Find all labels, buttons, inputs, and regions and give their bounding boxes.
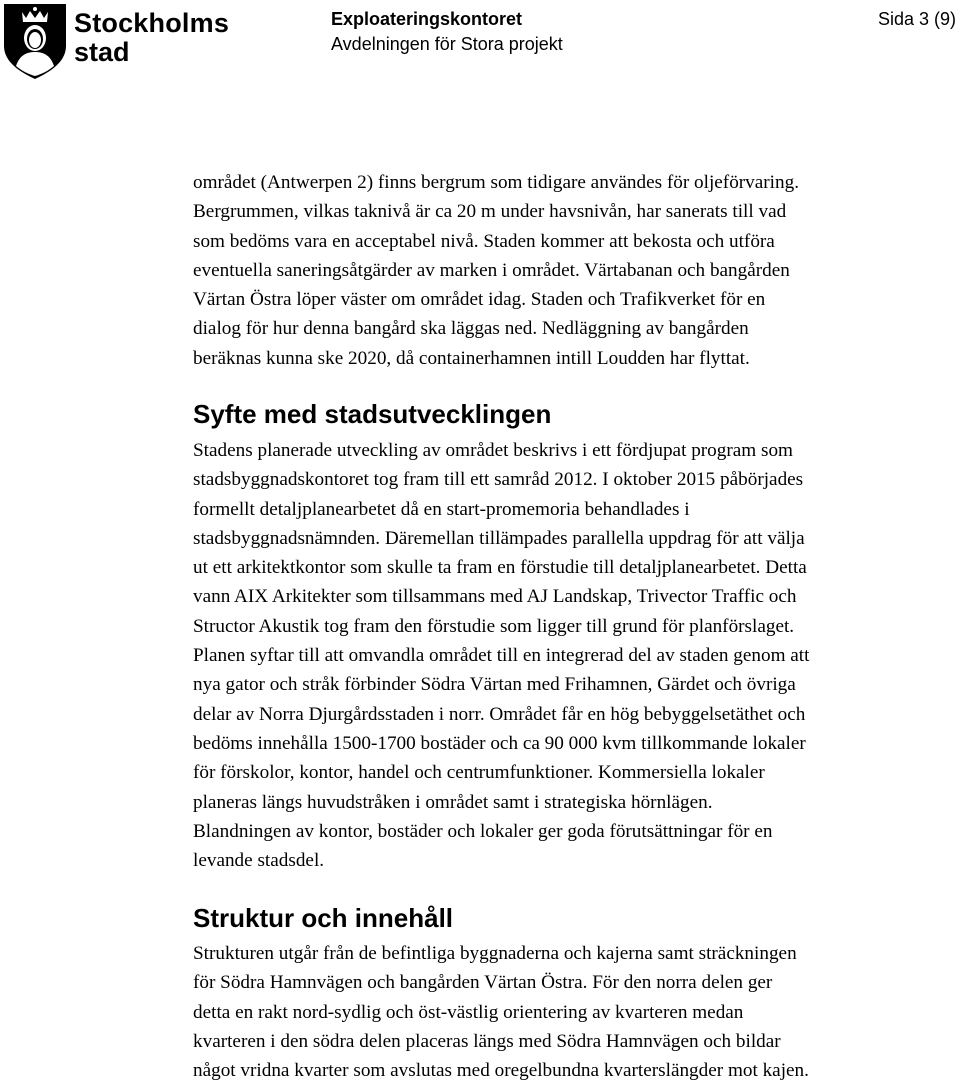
text-line: nya gator och stråk förbinder Södra Värtan med Frihamnen, Gärdet och övriga — [193, 674, 796, 696]
text-line: kvarteren i den södra delen placeras längs med Södra Hamnvägen och bildar — [193, 1030, 781, 1052]
stockholms-stad-logo — [2, 2, 232, 80]
text-line: Stadens planerade utveckling av området beskrivs i ett fördjupat program som — [193, 440, 793, 461]
text-line: levande stadsdel. — [193, 850, 325, 872]
text-line: Structor Akustik tog fram den förstudie som ligger till grund för planförslaget. — [193, 615, 795, 637]
text-line: bedöms innehålla 1500-1700 bostäder och ca 90 000 kvm tillkommande lokaler — [193, 732, 806, 754]
city-crest-icon — [2, 2, 68, 80]
paragraph-3 — [193, 939, 953, 1085]
text-line: vann AIX Arkitekter som tillsammans med AJ Landskap, Trivector Traffic och — [193, 586, 797, 608]
text-line: formellt detaljplanearbetet då en start-promemoria behandlades i — [193, 498, 690, 520]
text-line: stadsbyggnadskontoret tog fram till ett samråd 2012. I oktober 2015 påbörjades — [193, 469, 804, 491]
text-line: delar av Norra Djurgårdsstaden i norr. Området får en hög bebyggelsetäthet och — [193, 703, 806, 725]
text-line: för förskolor, kontor, handel och centrumfunktioner. Kommersiella lokaler — [193, 762, 765, 784]
section-heading-syfte: Syfte med stadsutvecklingen — [193, 399, 552, 429]
text-line: som bedöms vara en acceptabel nivå. Staden kommer att bekosta och utföra — [193, 230, 775, 252]
header-department: Avdelningen för Stora projekt — [331, 34, 563, 54]
text-line: Planen syftar till att omvandla området till en integrerad del av staden genom att — [193, 645, 810, 667]
text-line: eventuella saneringsåtgärder av marken i området. Värtabanan och bangården — [193, 259, 790, 281]
logo-line2: stad — [74, 37, 130, 67]
text-line: dialog för hur denna bangård ska läggas ned. Nedläggning av bangården — [193, 318, 749, 340]
text-line: området (Antwerpen 2) finns bergrum som tidigare användes för oljeförvaring. — [193, 172, 799, 193]
text-line: ut ett arkitektkontor som skulle ta fram en förstudie till detaljplanearbetet. Detta — [193, 557, 807, 579]
paragraph-1 — [193, 168, 953, 373]
text-line: något vridna kvarter som avslutas med oregelbundna kvarterslängder mot kajen. — [193, 1060, 809, 1082]
header-page-number: Sida 3 (9) — [878, 9, 957, 29]
text-line: detta en rakt nord-sydlig och öst-västlig orientering av kvarteren medan — [193, 1001, 744, 1023]
text-line: Strukturen utgår från de befintliga byggnaderna och kajerna samt sträckningen — [193, 943, 797, 964]
header-organization: Exploateringskontoret — [331, 9, 523, 29]
section-heading-struktur: Struktur och innehåll — [193, 903, 454, 933]
text-line: för Södra Hamnvägen och bangården Värtan Östra. För den norra delen ger — [193, 972, 773, 994]
text-line: Värtan Östra löper väster om området idag. Staden och Trafikverket för en — [193, 289, 766, 311]
paragraph-2 — [193, 436, 953, 875]
text-line: beräknas kunna ske 2020, då containerhamnen intill Loudden har flyttat. — [193, 347, 750, 369]
text-line: Blandningen av kontor, bostäder och lokaler ger goda förutsättningar för en — [193, 820, 773, 842]
logo-wordmark — [74, 4, 229, 66]
text-line: stadsbyggnadsnämnden. Däremellan tillämpades parallella uppdrag för att välja — [193, 527, 805, 549]
logo-line1: Stockholms — [74, 8, 230, 38]
text-line: planeras längs huvudstråken i området samt i strategiska hörnlägen. — [193, 791, 713, 813]
text-line: Bergrummen, vilkas taknivå är ca 20 m under havsnivån, har sanerats till vad — [193, 201, 787, 223]
